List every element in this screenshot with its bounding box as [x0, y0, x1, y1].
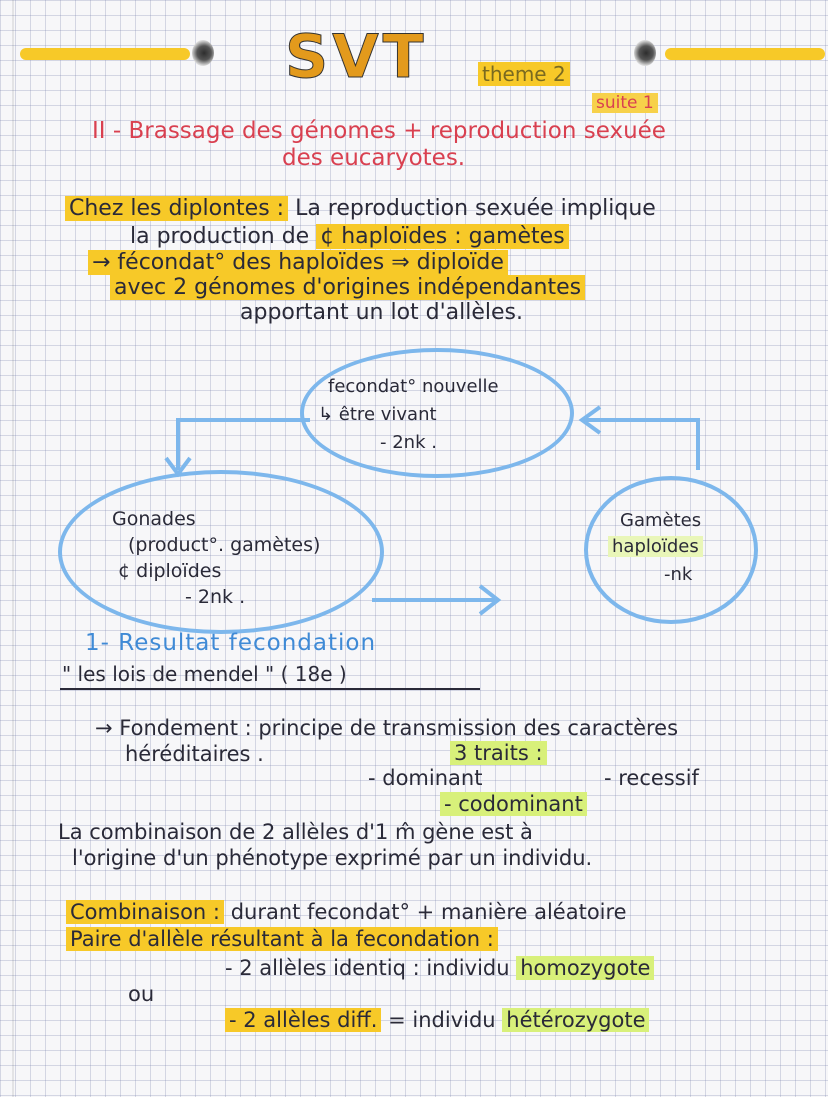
section1-subtitle: " les lois de mendel " ( 18e )	[62, 662, 347, 686]
suite-label: suite 1	[592, 93, 658, 113]
section-title-line1: II - Brassage des génomes + reproduction sexuée	[92, 118, 666, 144]
foundation-line1: → Fondement : principe de transmission des caractères	[95, 716, 679, 740]
combination-highlight: Combinaison :	[66, 900, 224, 924]
trait-dominant	[368, 766, 482, 790]
homozygote-label: homozygote	[516, 956, 654, 980]
trait-codominant: - codominant	[440, 792, 587, 816]
allele-pair-text: Paire d'allèle résultant à la fecondation :	[66, 927, 498, 951]
gonads-line3: ¢ diploïdes	[118, 560, 222, 582]
gametes-line2: haploïdes	[608, 536, 703, 557]
allele-pair-line	[66, 927, 498, 951]
theme-label: theme 2	[478, 62, 570, 86]
section-title-line2: des eucaryotes.	[282, 145, 466, 171]
combination-line2: l'origine d'un phénotype exprimé par un individu.	[72, 846, 593, 870]
gametes-line1: Gamètes	[620, 510, 702, 531]
fertilization-line1: fecondat° nouvelle	[328, 376, 499, 397]
fertilization-line3: - 2nk .	[380, 432, 437, 453]
intro-line4-text: avec 2 génomes d'origines indépendantes	[110, 275, 585, 300]
fertilization-line2: ↳ être vivant	[318, 404, 437, 425]
traits-label: 3 traits :	[450, 741, 547, 765]
intro-line5: apportant un lot d'allèles.	[240, 300, 524, 325]
foundation-line2: héréditaires .	[125, 742, 264, 766]
trait-recessive: - recessif	[604, 766, 699, 790]
section1-title: 1- Resultat fecondation	[85, 630, 377, 656]
identical-alleles-line	[225, 956, 654, 980]
diplontes-highlight: Chez les diplontes :	[65, 196, 288, 221]
individual-label: = individu	[388, 1008, 496, 1032]
subtitle-underline	[60, 688, 480, 690]
combination-line1: La combinaison de 2 allèles d'1 m̂ gène est à	[58, 820, 533, 844]
heterozygote-label: hétérozygote	[502, 1008, 649, 1032]
different-alleles-text: - 2 allèles diff.	[225, 1008, 381, 1032]
page-title: SVT	[285, 22, 428, 92]
combination-def-line	[66, 900, 627, 924]
or-label: ou	[128, 982, 155, 1006]
trait-dominant-text: - dominant	[368, 766, 483, 790]
gametes-line3: -nk	[664, 564, 693, 585]
identical-alleles-text: - 2 allèles identiq : individu	[225, 956, 510, 980]
intro-line2-b: ¢ haploïdes : gamètes	[316, 224, 568, 249]
combination-def-rest: durant fecondat° + manière aléatoire	[230, 900, 627, 924]
intro-line2-a: la production de	[130, 224, 310, 249]
gonads-line4: - 2nk .	[185, 586, 246, 608]
intro-line3-text: → fécondat° des haploïdes ⇒ diploïde	[88, 250, 508, 275]
gonads-line1: Gonades	[112, 508, 196, 530]
gonads-line2: (product°. gamètes)	[128, 534, 321, 556]
intro-line1-rest: La reproduction sexuée implique	[295, 196, 656, 221]
different-alleles-line	[225, 1008, 649, 1032]
